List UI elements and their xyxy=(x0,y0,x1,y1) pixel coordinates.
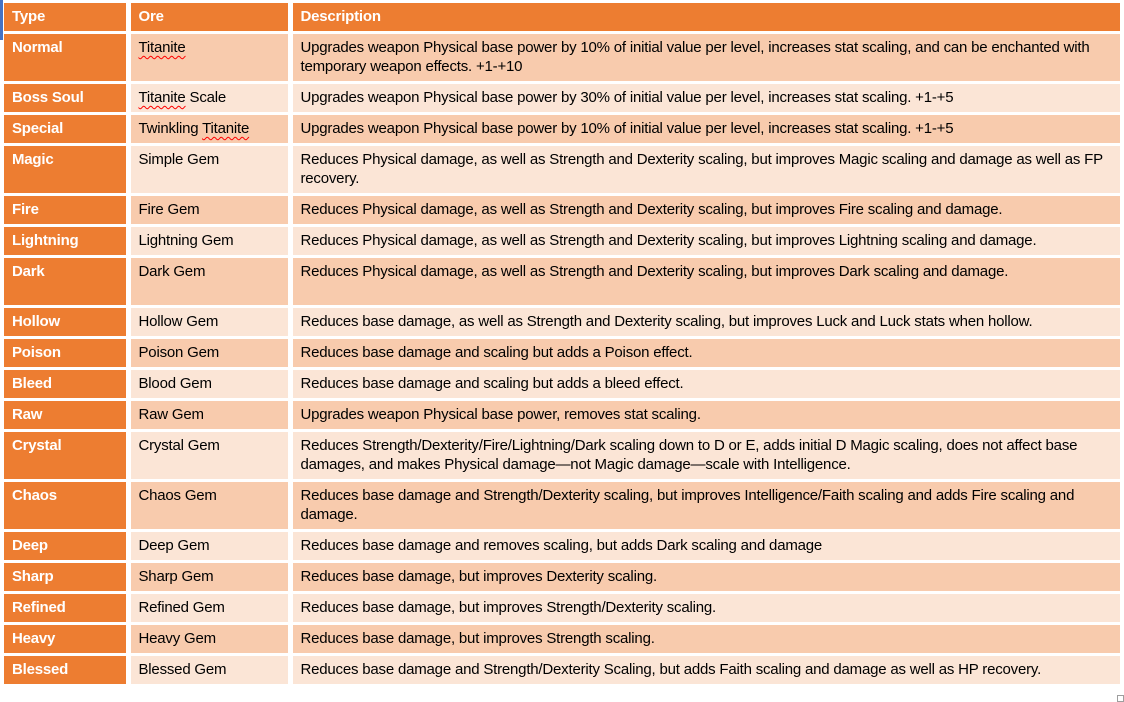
type-cell[interactable] xyxy=(4,431,128,481)
ore-cell[interactable] xyxy=(128,531,290,562)
description-cell[interactable] xyxy=(290,531,1120,562)
table-row-normal xyxy=(4,33,1120,83)
ore-label: Blessed Gem xyxy=(138,661,227,678)
type-cell[interactable] xyxy=(4,593,128,624)
misspelled-word: Titanite xyxy=(138,39,186,56)
type-cell[interactable] xyxy=(4,114,128,145)
description-cell[interactable] xyxy=(290,593,1120,624)
description-cell[interactable] xyxy=(290,195,1120,226)
table-row-bleed xyxy=(4,369,1120,400)
type-label: Special xyxy=(12,120,64,137)
type-cell[interactable] xyxy=(4,400,128,431)
type-label: Refined xyxy=(12,599,66,616)
ore-cell[interactable] xyxy=(128,481,290,531)
type-label: Chaos xyxy=(12,487,57,504)
type-label: Sharp xyxy=(12,568,54,585)
type-cell[interactable] xyxy=(4,624,128,655)
table-row-raw xyxy=(4,400,1120,431)
table-row-boss-soul xyxy=(4,83,1120,114)
type-label: Crystal xyxy=(12,437,62,454)
ore-label: Hollow Gem xyxy=(138,313,219,330)
ore-label: Titanite Scale xyxy=(138,89,227,106)
ore-label: Raw Gem xyxy=(138,406,204,423)
ore-cell[interactable] xyxy=(128,114,290,145)
type-cell[interactable] xyxy=(4,531,128,562)
description-cell[interactable] xyxy=(290,257,1120,307)
table-row-special xyxy=(4,114,1120,145)
description-text: Upgrades weapon Physical base power by 30% of initial value per level, increases stat scaling. +1-+5 xyxy=(300,89,954,106)
ore-cell[interactable] xyxy=(128,307,290,338)
description-cell[interactable] xyxy=(290,562,1120,593)
misspelled-word: Titanite xyxy=(202,120,250,137)
type-label: Deep xyxy=(12,537,48,554)
description-text: Upgrades weapon Physical base power by 10% of initial value per level, increases stat scaling. +1-+5 xyxy=(300,120,954,137)
description-text: Reduces base damage, but improves Dexterity scaling. xyxy=(300,568,657,585)
description-text: Reduces Physical damage, as well as Strength and Dexterity scaling, but improves Magic scaling and damage as well as FP recovery. xyxy=(300,151,1103,187)
description-cell[interactable] xyxy=(290,83,1120,114)
description-cell[interactable] xyxy=(290,338,1120,369)
description-cell[interactable] xyxy=(290,114,1120,145)
table-row-lightning xyxy=(4,226,1120,257)
description-text: Upgrades weapon Physical base power, removes stat scaling. xyxy=(300,406,701,423)
table-resize-handle[interactable] xyxy=(1117,695,1124,702)
table-row-chaos xyxy=(4,481,1120,531)
ore-label: Deep Gem xyxy=(138,537,210,554)
ore-cell[interactable] xyxy=(128,195,290,226)
type-cell[interactable] xyxy=(4,83,128,114)
type-cell[interactable] xyxy=(4,257,128,307)
description-text: Reduces base damage and Strength/Dexterity Scaling, but adds Faith scaling and damage as well as HP recovery. xyxy=(300,661,1042,678)
description-cell[interactable] xyxy=(290,226,1120,257)
ore-cell[interactable] xyxy=(128,226,290,257)
ore-cell[interactable] xyxy=(128,400,290,431)
table-row-dark xyxy=(4,257,1120,307)
ore-cell[interactable] xyxy=(128,369,290,400)
ore-label xyxy=(139,39,186,56)
description-text: Reduces base damage and scaling but adds a Poison effect. xyxy=(300,344,693,361)
table-row-poison xyxy=(4,338,1120,369)
ore-label: Fire Gem xyxy=(138,201,200,218)
ore-cell[interactable] xyxy=(128,257,290,307)
type-label: Poison xyxy=(12,344,61,361)
type-cell[interactable] xyxy=(4,655,128,686)
description-cell[interactable] xyxy=(290,431,1120,481)
description-text: Reduces base damage and Strength/Dexterity scaling, but improves Intelligence/Faith scaling and adds Fire scaling and damage. xyxy=(300,487,1075,523)
ore-label: Blood Gem xyxy=(138,375,212,392)
type-cell[interactable] xyxy=(4,195,128,226)
description-text: Reduces Physical damage, as well as Strength and Dexterity scaling, but improves Dark scaling and damage. xyxy=(300,263,1009,280)
ore-cell[interactable] xyxy=(128,33,290,83)
type-label: Dark xyxy=(12,263,45,280)
ore-label: Refined Gem xyxy=(138,599,225,616)
type-cell[interactable] xyxy=(4,33,128,83)
upgrade-materials-table xyxy=(4,3,1120,687)
description-text: Reduces base damage and scaling but adds a bleed effect. xyxy=(300,375,684,392)
table-body xyxy=(4,33,1120,686)
description-cell[interactable] xyxy=(290,481,1120,531)
table-row-blessed xyxy=(4,655,1120,686)
type-cell[interactable] xyxy=(4,338,128,369)
ore-cell[interactable] xyxy=(128,655,290,686)
ore-label: Twinkling Titanite xyxy=(138,120,250,137)
description-text: Reduces Physical damage, as well as Strength and Dexterity scaling, but improves Lightning scaling and damage. xyxy=(300,232,1037,249)
description-cell[interactable] xyxy=(290,400,1120,431)
column-header-ore: Ore xyxy=(128,3,290,33)
description-cell[interactable] xyxy=(290,33,1120,83)
type-cell[interactable] xyxy=(4,145,128,195)
table-row-hollow xyxy=(4,307,1120,338)
table-row-magic xyxy=(4,145,1120,195)
type-label: Fire xyxy=(12,201,39,218)
type-cell[interactable] xyxy=(4,226,128,257)
column-header-type: Type xyxy=(4,3,128,33)
ore-cell[interactable] xyxy=(128,624,290,655)
type-label: Blessed xyxy=(12,661,69,678)
description-cell[interactable] xyxy=(290,145,1120,195)
description-text: Reduces base damage and removes scaling, but adds Dark scaling and damage xyxy=(300,537,823,554)
ore-label: Lightning Gem xyxy=(138,232,234,249)
type-label: Heavy xyxy=(12,630,56,647)
type-label: Boss Soul xyxy=(12,89,84,106)
type-label: Hollow xyxy=(12,313,60,330)
ore-cell[interactable] xyxy=(128,338,290,369)
ore-label: Dark Gem xyxy=(138,263,206,280)
type-label: Raw xyxy=(12,406,43,423)
type-cell[interactable] xyxy=(4,481,128,531)
table-row-deep xyxy=(4,531,1120,562)
type-cell[interactable] xyxy=(4,562,128,593)
description-text: Upgrades weapon Physical base power by 10% of initial value per level, increases stat scaling, and can be enchanted with temporary weapon effects. +1-+10 xyxy=(300,39,1090,75)
header-row xyxy=(4,3,1120,33)
description-cell[interactable] xyxy=(290,369,1120,400)
misspelled-word: Titanite xyxy=(138,89,186,106)
type-label: Magic xyxy=(12,151,54,168)
type-label: Bleed xyxy=(12,375,52,392)
ore-label: Chaos Gem xyxy=(138,487,217,504)
ore-label: Poison Gem xyxy=(138,344,220,361)
ore-label: Simple Gem xyxy=(138,151,220,168)
table-row-heavy xyxy=(4,624,1120,655)
ore-label: Crystal Gem xyxy=(138,437,220,454)
ore-cell[interactable] xyxy=(128,145,290,195)
type-label: Lightning xyxy=(12,232,79,249)
table-row-refined xyxy=(4,593,1120,624)
table-row-sharp xyxy=(4,562,1120,593)
ore-cell[interactable] xyxy=(128,593,290,624)
ore-label: Sharp Gem xyxy=(138,568,214,585)
description-text: Reduces base damage, as well as Strength and Dexterity scaling, but improves Luck and Luck stats when hollow. xyxy=(300,313,1033,330)
description-text: Reduces base damage, but improves Strength/Dexterity scaling. xyxy=(300,599,717,616)
table-row-crystal xyxy=(4,431,1120,481)
ore-cell[interactable] xyxy=(128,562,290,593)
ore-cell[interactable] xyxy=(128,431,290,481)
type-label: Normal xyxy=(12,39,63,56)
table-header xyxy=(4,3,1120,33)
column-header-description: Description xyxy=(290,3,1120,33)
type-cell[interactable] xyxy=(4,369,128,400)
text-cursor xyxy=(0,0,3,40)
description-text: Reduces base damage, but improves Strength scaling. xyxy=(300,630,655,647)
table-row-fire xyxy=(4,195,1120,226)
description-cell[interactable] xyxy=(290,655,1120,686)
description-cell[interactable] xyxy=(290,307,1120,338)
description-text: Reduces Strength/Dexterity/Fire/Lightning/Dark scaling down to D or E, adds initial D Magic scaling, does not affect base damages, and makes Physical damage—not Magic damage—scale with Intelligence. xyxy=(300,437,1078,473)
description-cell[interactable] xyxy=(290,624,1120,655)
type-cell[interactable] xyxy=(4,307,128,338)
ore-cell[interactable] xyxy=(128,83,290,114)
ore-label: Heavy Gem xyxy=(138,630,216,647)
description-text: Reduces Physical damage, as well as Strength and Dexterity scaling, but improves Fire scaling and damage. xyxy=(300,201,1003,218)
